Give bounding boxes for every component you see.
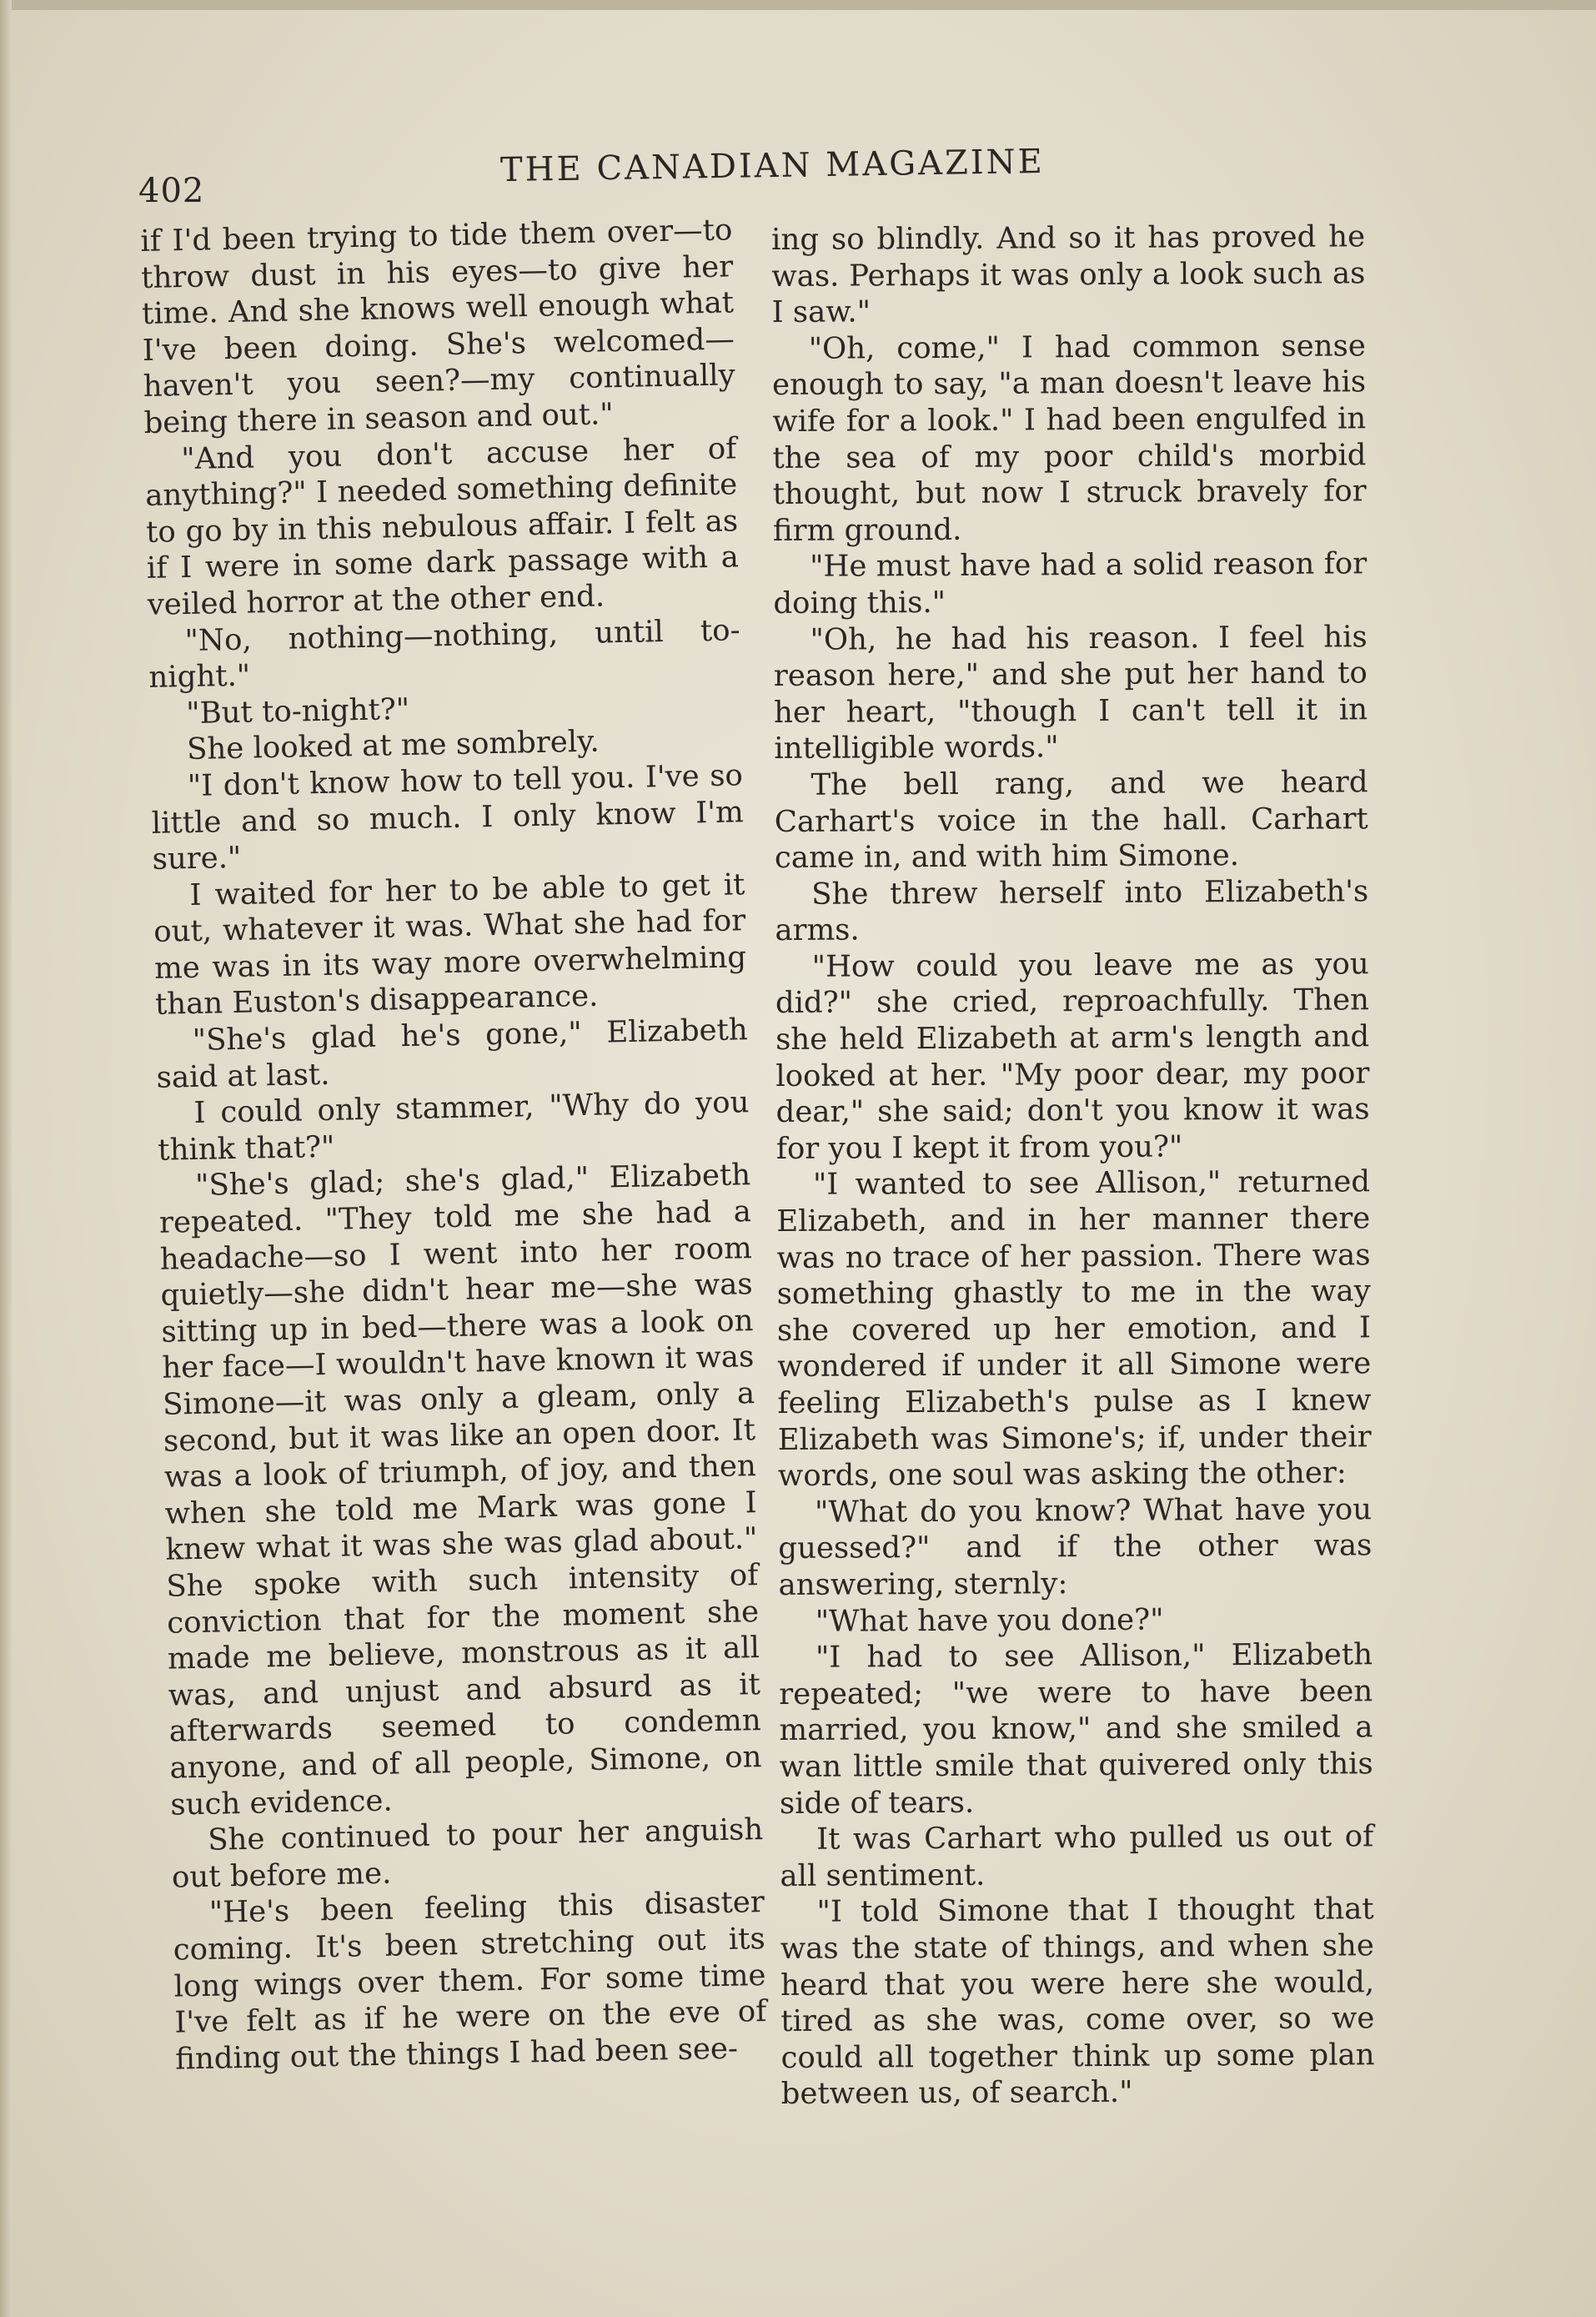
paragraph: "But to-night?"	[185, 691, 410, 731]
paragraph: I waited for her to be able to get it out, whatever it was. What she had for me was in its way more overwhelming than Euston's disappearance.	[153, 867, 747, 1023]
paragraph: if I'd been trying to tide them over—to throw dust in his eyes—to give her time. And she knows well enough what I've been doing. She's welcomed—haven't you seen?—my continually being there in season and out."	[140, 213, 736, 440]
paragraph: "What do you know? What have you guessed?" and if the other was answering, sternly:	[778, 1492, 1373, 1602]
page-edge-top	[0, 0, 1596, 10]
paragraph: "How could you leave me as you did?" she cried, reproachfully. Then she held Elizabeth at arm's length and looked at her. "My poor dear, my poor dear," she said; don't you know it was for you I kept it from you?"	[775, 947, 1370, 1166]
paragraph: I could only stammer, "Why do you think that?"	[157, 1085, 750, 1168]
paragraph: She threw herself into Elizabeth's arms.	[775, 873, 1369, 948]
paragraph: "She's glad he's gone," Elizabeth said at last.	[156, 1013, 749, 1095]
paragraph: "He's been feeling this disaster coming. It's been stretching out its long wings over them. For some time I've felt as if he were on the eve of finding out the things I had been see-	[173, 1885, 767, 2077]
paragraph: "I don't know how to tell you. I've so little and so much. I only know I'm sure."	[151, 758, 745, 877]
paragraph: "No, nothing—nothing, until to-night."	[148, 612, 740, 696]
paragraph: "She's glad; she's glad," Elizabeth repeated. "They told me she had a headache—so I went into her room quietly—she didn't hear me—she was sitting up in bed—there was a look on her face—I wouldn't have known it was Simone—it was only a gleam, only a second, but it was like an open door. It was a look of triumph, of joy, and then when she told me Mark was gone I knew what it was she was glad about." She spoke with such intensity of conviction that for the moment she made me believe, monstrous as it all was, and unjust and absurd as it afterwards seemed to condemn anyone, and of all people, Simone, on such evidence.	[158, 1158, 762, 1822]
paragraph: "I had to see Allison," Elizabeth repeated; "we were to have been married, you know," and she smiled a wan little smile that quivered only this side of tears.	[779, 1637, 1373, 1821]
right-column	[771, 219, 1375, 2113]
paragraph: "And you don't accuse her of anything?" I needed something definite to go by in this nebulous affair. I felt as if I were in some dark passage with a veiled horror at the other end.	[144, 430, 740, 622]
paragraph: She looked at me sombrely.	[186, 724, 600, 767]
paragraph: "He must have had a solid reason for doing this."	[773, 546, 1368, 621]
paragraph: ing so blindly. And so it has proved he was. Perhaps it was only a look such as I saw."	[771, 219, 1366, 330]
paragraph: "What have you done?"	[815, 1602, 1164, 1639]
paragraph: "I wanted to see Allison," returned Elizabeth, and in her manner there was no trace of her passion. There was something ghastly to me in the way she covered up her emotion, and I wondered if under it all Simone were feeling Elizabeth's pulse as I knew Elizabeth was Simone's; if, under their words, one soul was asking the other:	[776, 1164, 1372, 1494]
running-title: THE CANADIAN MAGAZINE	[499, 142, 1046, 190]
page-number: 402	[138, 172, 205, 210]
paragraph: It was Carhart who pulled us out of all sentiment.	[780, 1819, 1374, 1893]
page-edge-left	[0, 0, 12, 2317]
paragraph: "I told Simone that I thought that was the state of things, and when she heard that you were here she would, tired as she was, come over, so we could all together think up some plan between us, of search."	[780, 1892, 1375, 2112]
left-column	[140, 212, 768, 2078]
paragraph: "Oh, he had his reason. I feel his reason here," and she put her hand to her heart, "though I can't tell it in intelligible words."	[773, 619, 1368, 766]
paragraph: She continued to pour her anguish out before me.	[171, 1812, 764, 1895]
paragraph: "Oh, come," I had common sense enough to say, "a man doesn't leave his wife for a look." I had been engulfed in the sea of my poor child's morbid thought, but now I struck bravely for firm ground.	[771, 329, 1367, 548]
paragraph: The bell rang, and we heard Carhart's voice in the hall. Carhart came in, and with him Simone.	[774, 765, 1368, 876]
